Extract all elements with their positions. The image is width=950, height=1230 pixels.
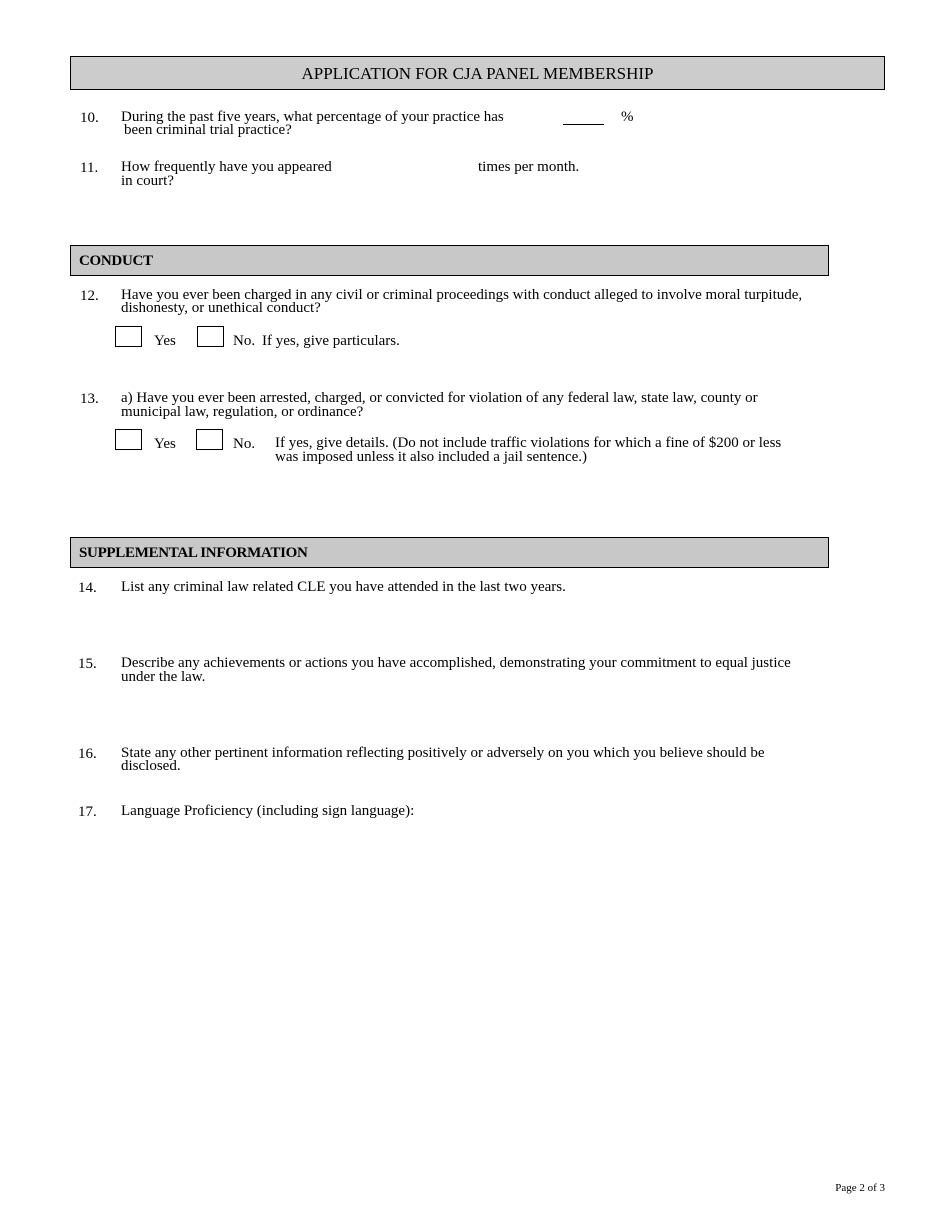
question-14-number: 14.: [78, 580, 97, 596]
question-16-text: State any other pertinent information reflecting positively or adversely on you which you believe should be: [121, 745, 765, 761]
question-17-number: 17.: [78, 804, 97, 820]
question-13-number: 13.: [80, 391, 99, 407]
times-per-month-label: times per month.: [478, 159, 580, 175]
court-frequency-field[interactable]: [345, 158, 473, 176]
form-title: APPLICATION FOR CJA PANEL MEMBERSHIP: [70, 56, 885, 90]
q12-instruction: If yes, give particulars.: [262, 333, 400, 349]
question-13-text: a) Have you ever been arrested, charged, or convicted for violation of any federal law, state law, county or: [121, 390, 758, 406]
question-13-text-cont: municipal law, regulation, or ordinance?: [121, 404, 364, 420]
q13-instruction: If yes, give details. (Do not include traffic violations for which a fine of $200 or less: [275, 435, 782, 451]
question-10-text: During the past five years, what percentage of your practice has: [121, 109, 504, 125]
q12-no-checkbox[interactable]: [197, 326, 224, 347]
q13-yes-label: Yes: [154, 436, 176, 452]
question-15-number: 15.: [78, 656, 97, 672]
question-14-text: List any criminal law related CLE you have attended in the last two years.: [121, 579, 566, 595]
question-10-text-cont: been criminal trial practice?: [124, 122, 292, 138]
question-11-text: How frequently have you appeared: [121, 159, 332, 175]
q13-no-label: No.: [233, 436, 256, 452]
percentage-field[interactable]: [563, 124, 604, 125]
q13-no-checkbox[interactable]: [196, 429, 223, 450]
question-12-number: 12.: [80, 288, 99, 304]
question-11-text-cont: in court?: [121, 173, 174, 189]
question-17-text: Language Proficiency (including sign language):: [121, 803, 415, 819]
question-11-number: 11.: [80, 160, 99, 176]
question-15-text: Describe any achievements or actions you have accomplished, demonstrating your commitment to equal justice: [121, 655, 791, 671]
question-16-number: 16.: [78, 746, 97, 762]
question-12-text-cont: dishonesty, or unethical conduct?: [121, 300, 321, 316]
q13-instruction-cont: was imposed unless it also included a jail sentence.): [275, 449, 588, 465]
question-15-text-cont: under the law.: [121, 669, 206, 685]
section-conduct-header: CONDUCT: [70, 245, 829, 276]
percent-sign: %: [621, 109, 634, 125]
question-16-text-cont: disclosed.: [121, 758, 181, 774]
question-12-text: Have you ever been charged in any civil or criminal proceedings with conduct alleged to involve moral turpitude,: [121, 287, 803, 303]
section-supplemental-header: SUPPLEMENTAL INFORMATION: [70, 537, 829, 568]
page-number: Page 2 of 3: [835, 1182, 885, 1194]
q12-no-label: No.: [233, 333, 256, 349]
question-10-number: 10.: [80, 110, 99, 126]
q12-yes-label: Yes: [154, 333, 176, 349]
q13-yes-checkbox[interactable]: [115, 429, 142, 450]
q12-yes-checkbox[interactable]: [115, 326, 142, 347]
